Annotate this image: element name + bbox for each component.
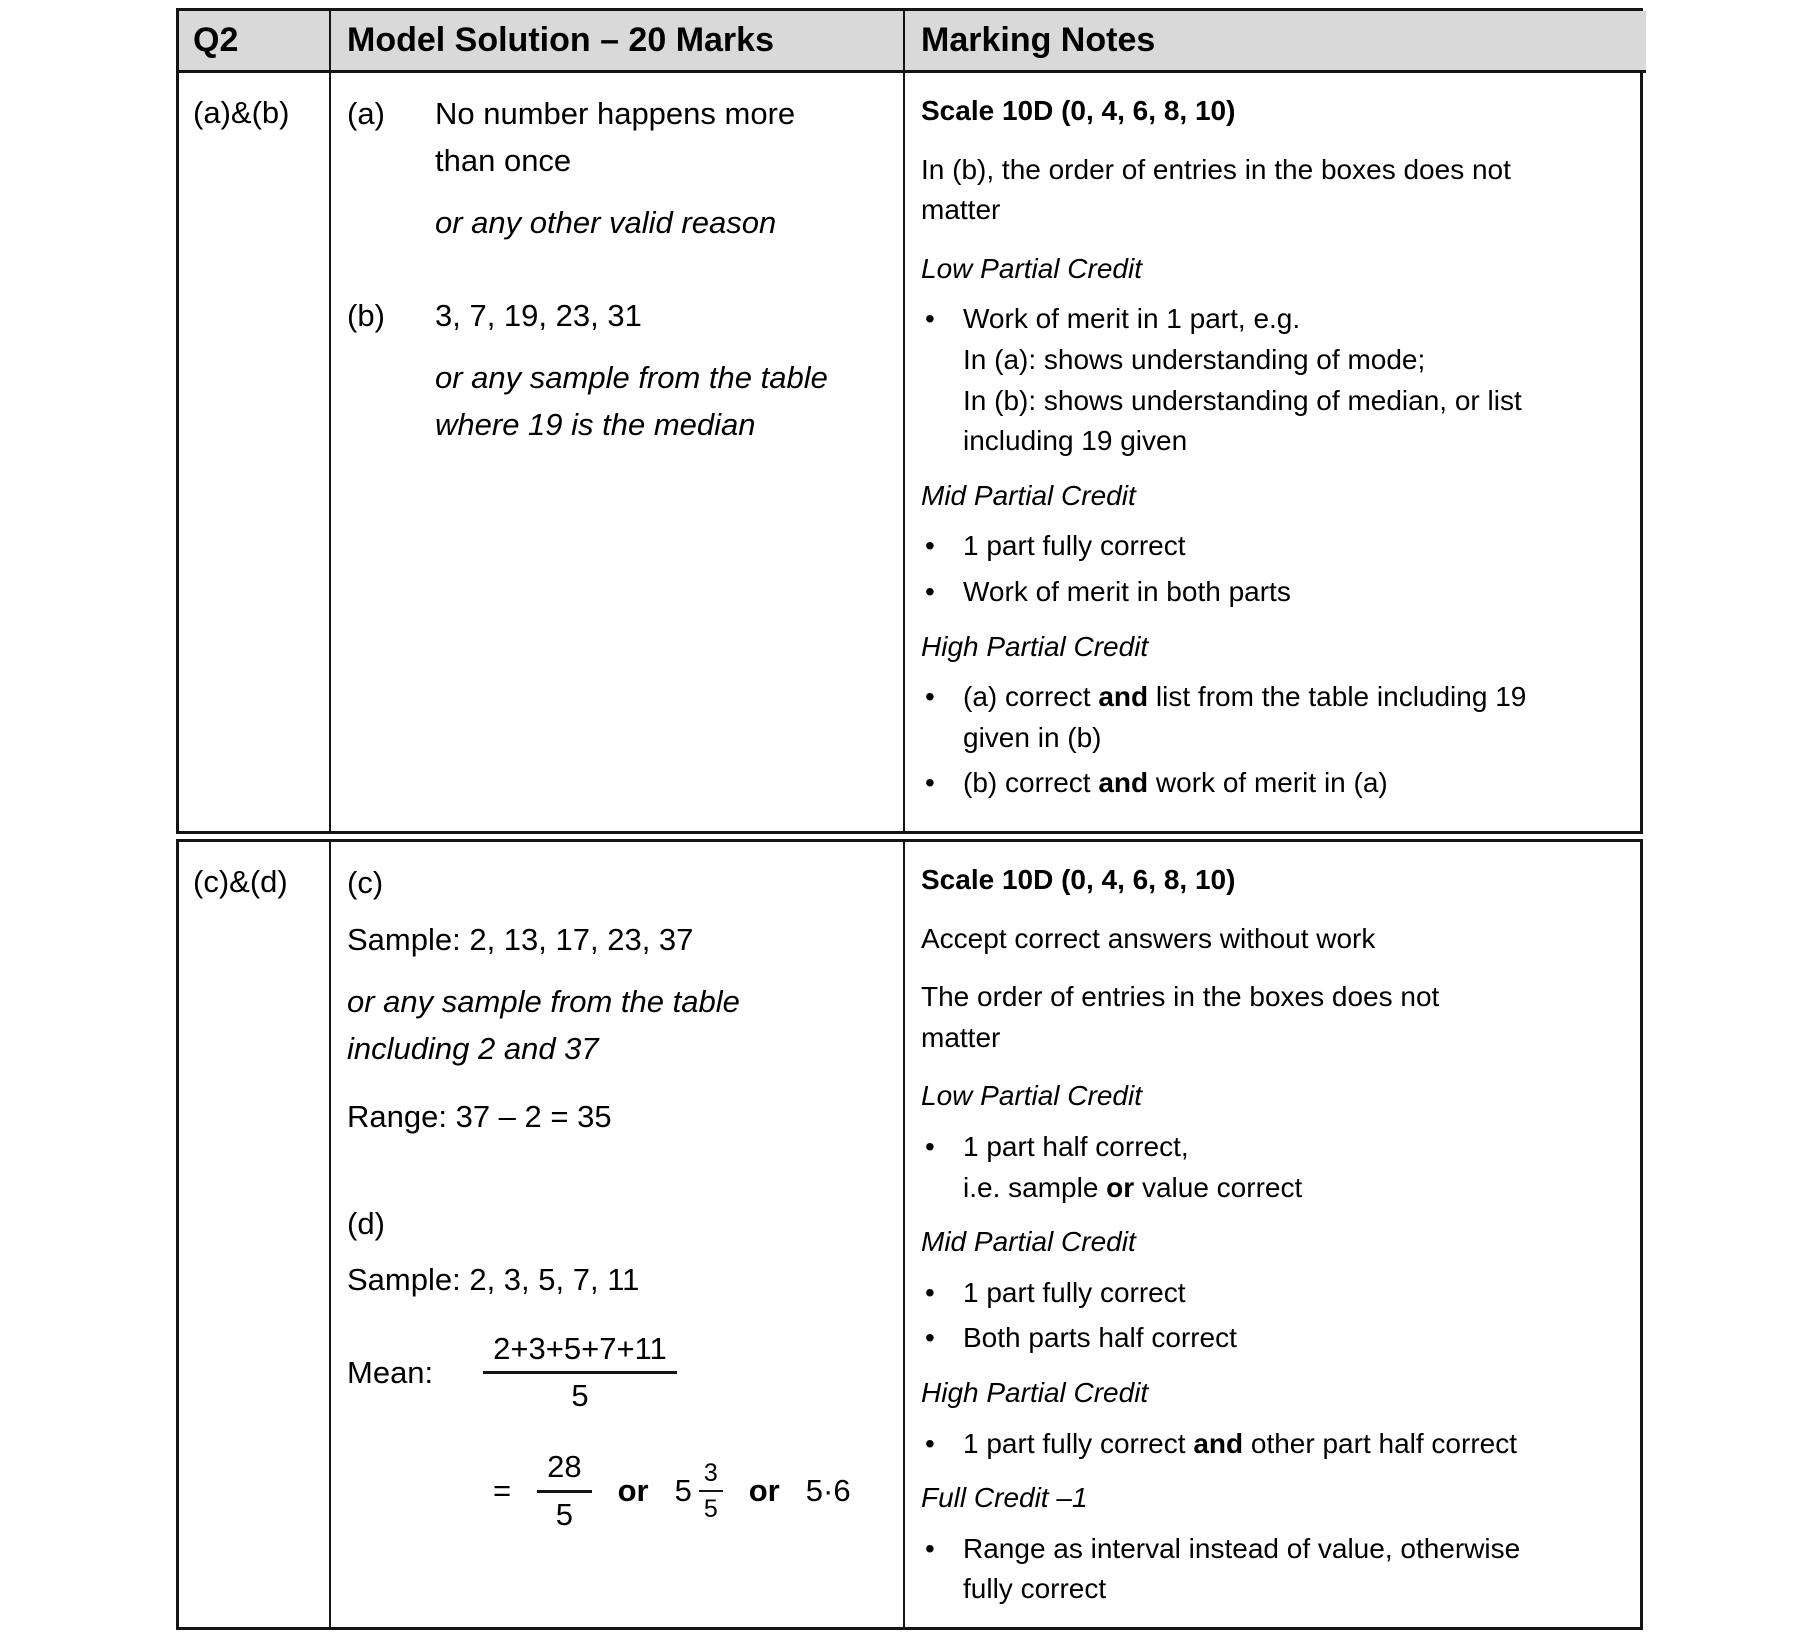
header-cell-marking-notes: [903, 11, 1646, 73]
or-connector: or: [617, 1473, 649, 1508]
result-fraction: $\frac{28}{5}$: [537, 1448, 591, 1535]
header-model-solution-label: Model Solution – 20 Marks: [347, 21, 774, 59]
solution-part-b: [347, 293, 893, 449]
low-bullet-line2: i.e. sample or value correct: [963, 1171, 1303, 1203]
notes-ab-mid-bullet1: • 1 part fully correct: [921, 526, 1636, 567]
high-bullet1-line2: given in (b): [963, 721, 1102, 753]
bullet-marker: •: [925, 1276, 935, 1308]
bullet-marker: •: [925, 303, 935, 335]
header-cell-question: [179, 11, 329, 73]
part-a-alt-reason: or any other valid reason: [435, 205, 777, 240]
low-bullet-line4: including 19 given: [963, 425, 1188, 457]
row-cd-solution-cell: [329, 842, 903, 1627]
mean-label: Mean:: [347, 1354, 434, 1390]
part-b-answer: 3, 7, 19, 23, 31: [435, 297, 642, 333]
mixed-number: [675, 1459, 723, 1524]
row-ab-label-cell: [179, 73, 329, 831]
low-bullet-line1: 1 part half correct,: [963, 1130, 1189, 1162]
part-c-alt-line1: or any sample from the table: [347, 984, 740, 1019]
bullet-marker: •: [925, 1427, 935, 1459]
mean-result: [493, 1448, 893, 1535]
part-b-alt-line1: or any sample from the table: [435, 360, 828, 395]
part-c-alt-line2: including 2 and 37: [347, 1030, 599, 1066]
notes-cd-high-title: High Partial Credit: [921, 1376, 1149, 1408]
or-connector: or: [748, 1473, 780, 1508]
part-d-sample: Sample: 2, 3, 5, 7, 11: [347, 1262, 640, 1297]
bullet-marker: •: [925, 767, 935, 799]
notes-cd-mid-bullet1: • 1 part fully correct: [921, 1273, 1636, 1314]
row-ab-notes-cell: [903, 73, 1646, 831]
notes-ab-high-title: High Partial Credit: [921, 630, 1149, 662]
mean-fraction: $\frac{2+3+5+7+11}{5}$: [483, 1330, 677, 1417]
low-bullet-line1: Work of merit in 1 part, e.g.: [963, 303, 1301, 335]
full-bullet-line1: Range as interval instead of value, otherwise: [963, 1532, 1521, 1564]
part-a-text-line1: No number happens more: [435, 96, 796, 131]
notes-cd-mid-title: Mid Partial Credit: [921, 1226, 1136, 1258]
notes-ab-mid-bullet2: • Work of merit in both parts: [921, 572, 1636, 613]
bullet-marker: •: [925, 575, 935, 607]
solution-part-a: [347, 91, 893, 247]
notes-ab-intro-line2: matter: [921, 194, 1001, 226]
part-a-text-line2: than once: [435, 142, 572, 178]
row-cd-notes-cell: [903, 842, 1646, 1627]
low-bullet-line3: In (b): shows understanding of median, or list: [963, 384, 1522, 416]
part-c-range: Range: 37 – 2 = 35: [347, 1099, 612, 1134]
part-b-tag: (b): [347, 297, 385, 333]
bullet-marker: •: [925, 1130, 935, 1162]
notes-cd-scale: Scale 10D (0, 4, 6, 8, 10): [921, 864, 1236, 895]
part-c-tag: (c): [347, 865, 384, 900]
notes-ab-high-bullet2: • (b) correct and work of merit in (a): [921, 763, 1636, 804]
full-bullet-line2: fully correct: [963, 1573, 1107, 1605]
header-marking-notes-label: Marking Notes: [921, 21, 1156, 59]
mixed-fraction: $\frac{3}{5}$: [699, 1459, 723, 1524]
notes-cd-order: [921, 977, 1636, 1058]
notes-ab-intro: [921, 150, 1636, 231]
notes-cd-high-bullet1: • 1 part fully correct and other part half correct: [921, 1424, 1636, 1465]
mixed-whole: 5: [674, 1473, 692, 1508]
notes-ab-low-bullet1: [921, 299, 1636, 461]
equals-sign: =: [493, 1473, 512, 1508]
bullet-marker: •: [925, 530, 935, 562]
bullet-marker: •: [925, 681, 935, 713]
row-ab-label: (a)&(b): [193, 95, 290, 130]
mean-expression: [347, 1330, 893, 1417]
marking-scheme-table: [176, 8, 1643, 1630]
notes-cd-accept: Accept correct answers without work: [921, 922, 1376, 954]
bullet-marker: •: [925, 1532, 935, 1564]
notes-cd-low-bullet1: [921, 1127, 1636, 1208]
table-section-ab: [176, 8, 1643, 834]
notes-ab-scale: Scale 10D (0, 4, 6, 8, 10): [921, 95, 1236, 126]
header-cell-model-solution: [329, 11, 903, 73]
notes-cd-full-bullet1: [921, 1529, 1636, 1610]
decimal-result: 5·6: [805, 1473, 851, 1508]
high-bullet1-line1: (a) correct and list from the table including 19: [963, 681, 1527, 713]
notes-ab-low-title: Low Partial Credit: [921, 252, 1142, 284]
notes-cd-order-line1: The order of entries in the boxes does not: [921, 981, 1440, 1013]
bullet-marker: •: [925, 1322, 935, 1354]
notes-cd-mid-bullet2: • Both parts half correct: [921, 1318, 1636, 1359]
row-cd-label-cell: [179, 842, 329, 1627]
part-c-sample: Sample: 2, 13, 17, 23, 37: [347, 921, 694, 957]
notes-ab-mid-title: Mid Partial Credit: [921, 479, 1136, 511]
notes-cd-order-line2: matter: [921, 1021, 1001, 1053]
row-cd-label: (c)&(d): [193, 864, 288, 899]
low-bullet-line2: In (a): shows understanding of mode;: [963, 343, 1426, 375]
table-section-cd: [176, 839, 1643, 1630]
notes-ab-high-bullet1: [921, 677, 1636, 758]
row-ab-solution-cell: [329, 73, 903, 831]
notes-cd-full-title: Full Credit –1: [921, 1482, 1088, 1514]
part-b-alt-line2: where 19 is the median: [435, 406, 756, 442]
header-question-label: Q2: [193, 21, 239, 59]
part-d-tag: (d): [347, 1205, 385, 1241]
notes-ab-intro-line1: In (b), the order of entries in the boxes does not: [921, 153, 1511, 185]
notes-cd-low-title: Low Partial Credit: [921, 1080, 1142, 1112]
part-a-tag: (a): [347, 96, 385, 131]
